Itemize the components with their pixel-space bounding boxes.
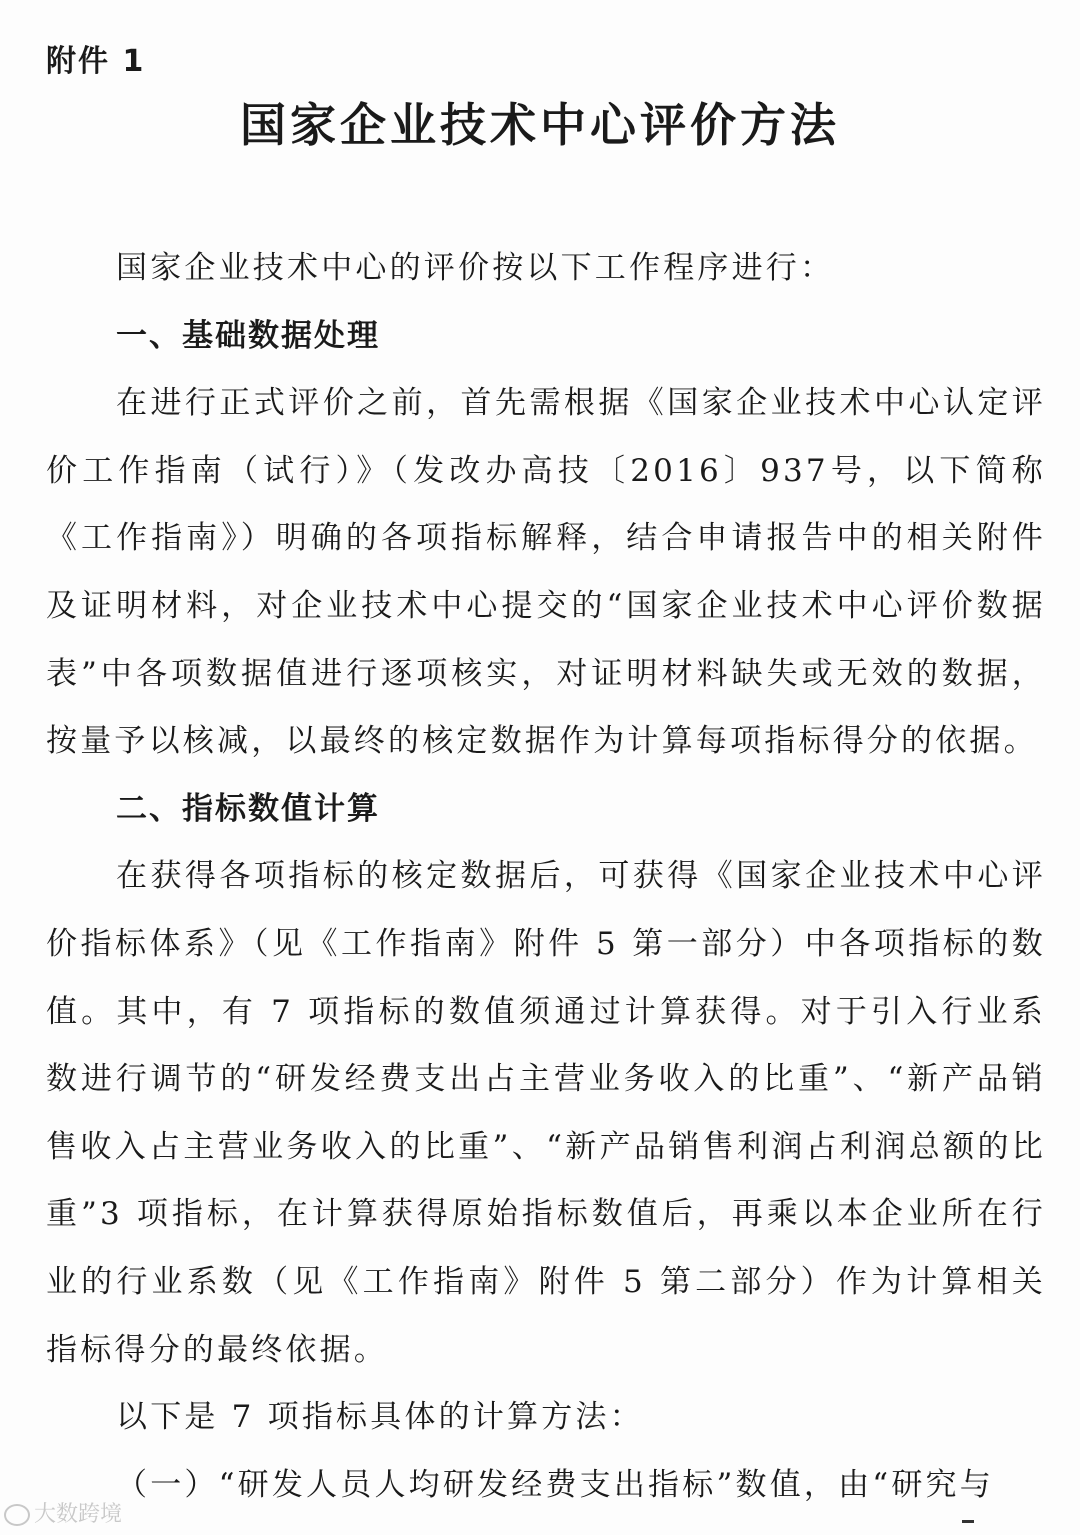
attachment-label: 附件 1 (46, 44, 146, 79)
methods-intro-paragraph: 以下是 7 项指标具体的计算方法： (116, 1399, 644, 1436)
watermark-logo-icon (4, 1504, 30, 1526)
intro-paragraph: 国家企业技术中心的评价按以下工作程序进行： (116, 250, 835, 286)
item-1-paragraph: （一）“研发人员人均研发经费支出指标”数值，由“研究与 (116, 1466, 994, 1503)
section-1-paragraph: 在进行正式评价之前，首先需根据《国家企业技术中心认定评价工作指南（试行）》（发改办高技〔2016〕937号，以下简称《工作指南》）明确的各项指标解释，结合申请报告中的相关附件及证明材料，对企业技术中心提交的“国家企业技术中心评价数据表”中各项数据值进行逐项核实，对证明材料缺失或无效的数据，按量予以核减，以最终的核定数据作为计算每项指标得分的依据。 (46, 385, 1046, 760)
document-title: 国家企业技术中心评价方法 (240, 98, 840, 152)
watermark (4, 1500, 122, 1530)
section-2-paragraph: 在获得各项指标的核定数据后，可获得《国家企业技术中心评价指标体系》（见《工作指南》附件 5 第一部分）中各项指标的数值。其中，有 7 项指标的数值须通过计算获得。对于引入行业系数进行调节的“研发经费支出占主营业务收入的比重”、“新产品销售收入占主营业务收入的比重”、“新产品销售利润占利润总额的比重”3 项指标，在计算获得原始指标数值后，再乘以本企业所在行业的行业系数（见《工作指南》附件 5 第二部分）作为计算相关指标得分的最终依据。 (46, 858, 1046, 1368)
watermark-text: 大数跨境 (34, 1502, 123, 1527)
section-1-heading: 一、基础数据处理 (116, 317, 380, 354)
section-2-heading: 二、指标数值计算 (116, 790, 380, 827)
document-body (46, 235, 1046, 1519)
page-mark (962, 1520, 974, 1523)
